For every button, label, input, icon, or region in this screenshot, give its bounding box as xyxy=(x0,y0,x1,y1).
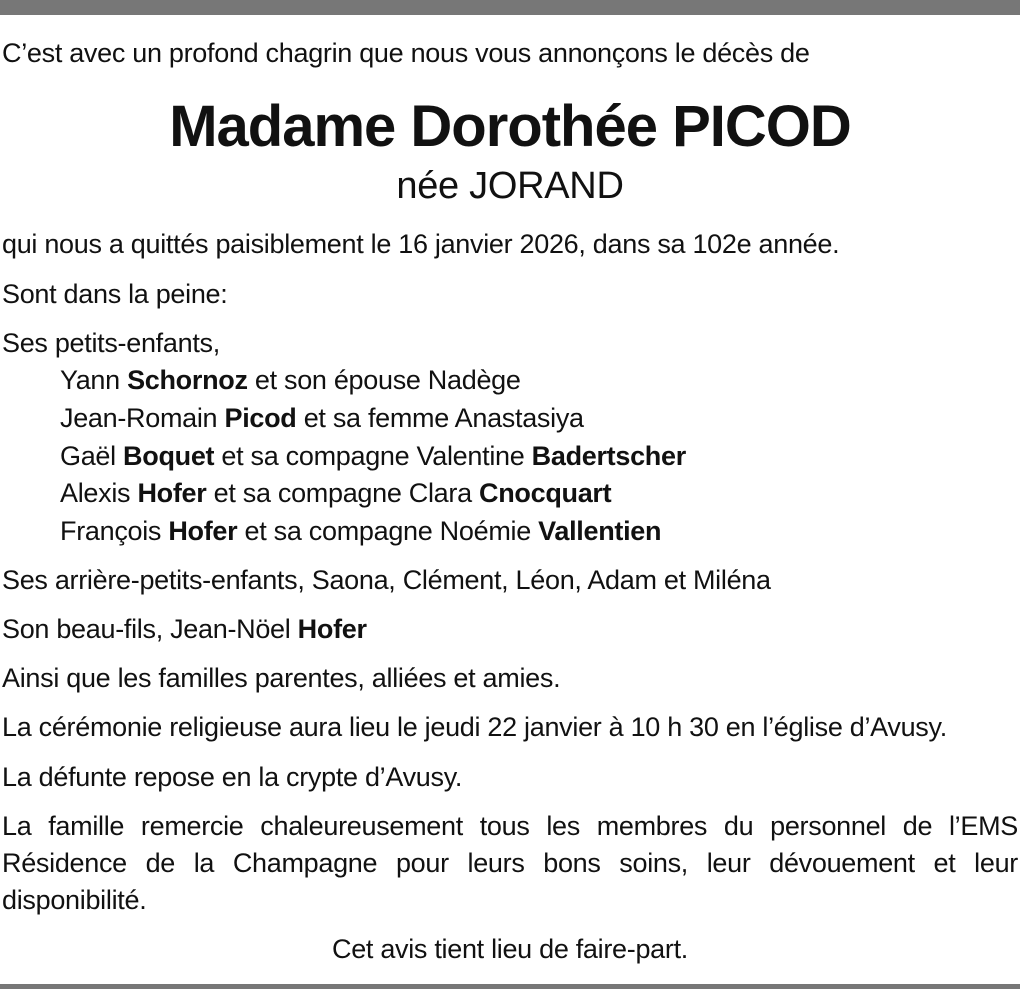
grandchild-surname: Hofer xyxy=(168,516,238,546)
bottom-rule xyxy=(0,984,1020,989)
grandchild-partner-surname: Cnocquart xyxy=(479,478,612,508)
intro-text: C’est avec un profond chagrin que nous vous annonçons le décès de xyxy=(2,38,810,68)
grandchild-entry xyxy=(60,478,611,508)
grandchildren-heading: Ses petits-enfants, xyxy=(2,328,220,358)
grandchild-partner: et son épouse Nadège xyxy=(247,365,521,395)
grandchild-partner: et sa femme Anastasiya xyxy=(296,403,584,433)
grandchild-surname: Picod xyxy=(224,403,297,433)
mourners-heading: Sont dans la peine: xyxy=(2,279,228,309)
grandchild-surname: Schornoz xyxy=(127,365,248,395)
top-rule xyxy=(0,0,1020,15)
grandchild-partner-surname: Vallentien xyxy=(538,516,662,546)
grandchild-first-name: Alexis xyxy=(60,478,138,508)
repose-text: La défunte repose en la crypte d’Avusy. xyxy=(2,762,463,792)
families-text: Ainsi que les familles parentes, alliées et amies. xyxy=(2,663,561,693)
closing-text: Cet avis tient lieu de faire-part. xyxy=(332,934,688,964)
thanks-paragraph: La famille remercie chaleureusement tous les membres du personnel de l’EMS Résidence de la Champagne pour leurs bons soins, leur dévouement et leur disponibilité. xyxy=(2,811,1018,915)
grandchild-partner: et sa compagne Clara xyxy=(206,478,480,508)
ceremony-text: La cérémonie religieuse aura lieu le jeudi 22 janvier à 10 h 30 en l’église d’Avusy. xyxy=(2,712,947,742)
grandchild-entry xyxy=(60,365,521,395)
grandchild-first-name: François xyxy=(60,516,169,546)
grandchild-surname: Hofer xyxy=(137,478,207,508)
grandchild-entry xyxy=(60,403,584,433)
passing-text: qui nous a quittés paisiblement le 16 janvier 2026, dans sa 102e année. xyxy=(2,229,840,259)
deceased-maiden-name: née JORAND xyxy=(396,165,624,207)
great-grandchildren-text: Ses arrière-petits-enfants, Saona, Clément, Léon, Adam et Miléna xyxy=(2,565,771,595)
grandchild-partner: et sa compagne Noémie xyxy=(237,516,539,546)
grandchild-entry xyxy=(60,516,661,546)
grandchild-entry xyxy=(60,441,686,471)
grandchild-surname: Boquet xyxy=(123,441,215,471)
deceased-name: Madame Dorothée PICOD xyxy=(169,94,851,159)
grandchild-first-name: Yann xyxy=(60,365,128,395)
grandchild-partner: et sa compagne Valentine xyxy=(214,441,532,471)
grandchild-partner-surname: Badertscher xyxy=(531,441,686,471)
grandchild-first-name: Jean-Romain xyxy=(60,403,225,433)
grandchild-first-name: Gaël xyxy=(60,441,124,471)
son-in-law-prefix: Son beau-fils, Jean-Nöel xyxy=(2,614,298,644)
son-in-law-surname: Hofer xyxy=(297,614,367,644)
son-in-law-text xyxy=(2,614,367,644)
